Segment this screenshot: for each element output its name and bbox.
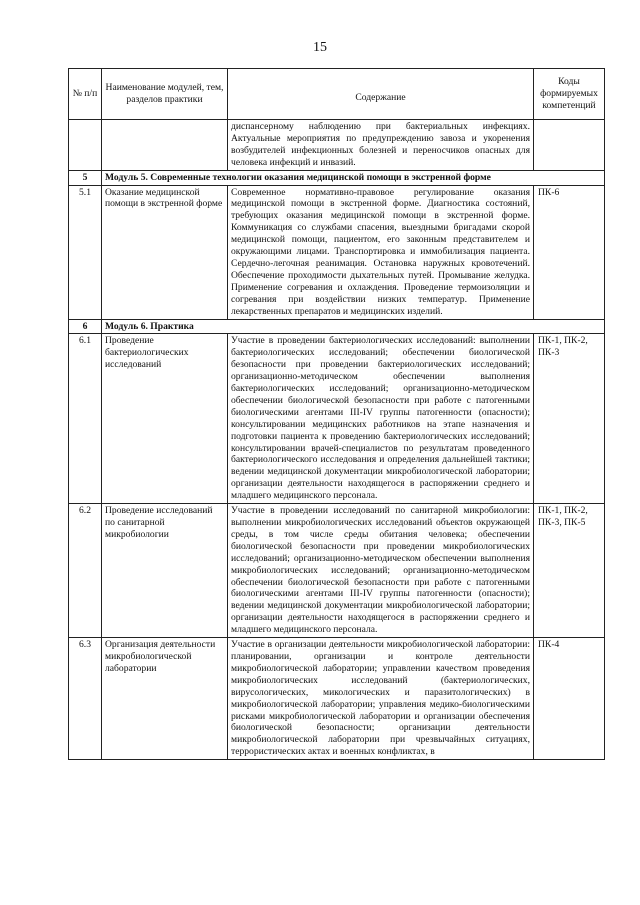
row-codes: ПК-4 bbox=[534, 638, 605, 760]
table-row bbox=[69, 120, 605, 171]
header-content: Содержание bbox=[228, 69, 534, 120]
row-codes: ПК-6 bbox=[534, 185, 605, 319]
module-title: Модуль 5. Современные технологии оказания медицинской помощи в экстренной форме bbox=[102, 170, 605, 185]
table-row bbox=[69, 185, 605, 319]
module-num: 5 bbox=[69, 170, 102, 185]
row-content: Участие в проведении исследований по санитарной микробиологии: выполнении микробиологических исследований объектов окружающей среды, в том числе среды обитания человека; обеспечении биологической безопасности при проведении микробиологических исследований; организационно-методическом обеспечении выполнения микробиологических исследований; организационно-методическом обеспечении биологической безопасности при работе с патогенными биологическими агентами III-IV группы патогенности (опасности); ведении медицинской документации микробиологической лаборатории; организации деятельности находящегося в распоряжении среднего и младшего медицинского персонала. bbox=[228, 504, 534, 638]
row-content: диспансерному наблюдению при бактериальных инфекциях. Актуальные мероприятия по предупреждению завоза и укоренения возбудителей инфекционных болезней и переносчиков опасных для человека инфекций и инвазий. bbox=[228, 120, 534, 171]
row-name bbox=[102, 120, 228, 171]
row-content: Участие в организации деятельности микробиологической лаборатории: планировании, организации и контроле деятельности микробиологической лаборатории; управлении качеством проведения микробиологических исследований (бактериологических, вирусологических, микологических и паразитологических) в микробиологической лаборатории; управления медико-биологическими рисками микробиологической лаборатории и организации обеспечения биологической безопасности; организации деятельности микробиологической лаборатории при чрезвычайных ситуациях, террористических актах и военных конфликтах, в bbox=[228, 638, 534, 760]
row-content: Участие в проведении бактериологических исследований: выполнении бактериологических исследований; обеспечении биологической безопасности при проведении бактериологических исследований; организационно-методическом обеспечении выполнения бактериологических исследований; организационно-методическом обеспечении биологической безопасности при работе с патогенными биологическими агентами III-IV группы патогенности (опасности); консультировании медицинских работников на этапе назначения и подготовки пациента к проведению бактериологических исследований; консультировании врачей-специалистов по результатам проведенного бактериологического исследования и определения дальнейшей тактики; ведении медицинской документации микробиологической лаборатории; организации деятельности находящегося в распоряжении среднего и младшего медицинского персонала. bbox=[228, 334, 534, 504]
header-num: № п/п bbox=[69, 69, 102, 120]
row-num: 6.3 bbox=[69, 638, 102, 760]
row-name: Проведение исследований по санитарной микробиологии bbox=[102, 504, 228, 638]
row-codes bbox=[534, 120, 605, 171]
row-content: Современное нормативно-правовое регулирование оказания медицинской помощи в экстренной форме. Диагностика состояний, требующих оказания медицинской помощи в экстренной форме. Коммуникация со службами спасения, выездными бригадами скорой медицинской помощи, пациентом, его законным представителем и окружающими лицами. Транспортировка и иммобилизация пациента. Сердечно-легочная реанимация. Остановка наружных кровотечений. Обеспечение проходимости дыхательных путей. Промывание желудка. Применение согревания и охлаждения. Проведение термоизоляции и согревания при воздействии низких температур. Применение лекарственных препаратов и медицинских изделий. bbox=[228, 185, 534, 319]
row-num: 6.2 bbox=[69, 504, 102, 638]
header-name: Наименование модулей, тем, разделов практики bbox=[102, 69, 228, 120]
header-codes: Коды формируемых компетенций bbox=[534, 69, 605, 120]
table-row bbox=[69, 334, 605, 504]
row-name: Оказание медицинской помощи в экстренной форме bbox=[102, 185, 228, 319]
table-header-row bbox=[69, 69, 605, 120]
module-title: Модуль 6. Практика bbox=[102, 319, 605, 334]
module-row bbox=[69, 319, 605, 334]
row-codes: ПК-1, ПК-2, ПК-3 bbox=[534, 334, 605, 504]
module-row bbox=[69, 170, 605, 185]
row-codes: ПК-1, ПК-2, ПК-3, ПК-5 bbox=[534, 504, 605, 638]
program-table bbox=[68, 68, 605, 760]
table-row bbox=[69, 638, 605, 760]
row-name: Организация деятельности микробиологической лаборатории bbox=[102, 638, 228, 760]
page-number: 15 bbox=[313, 40, 327, 55]
module-num: 6 bbox=[69, 319, 102, 334]
row-num: 5.1 bbox=[69, 185, 102, 319]
row-num: 6.1 bbox=[69, 334, 102, 504]
row-name: Проведение бактериологических исследований bbox=[102, 334, 228, 504]
table-row bbox=[69, 504, 605, 638]
row-num bbox=[69, 120, 102, 171]
